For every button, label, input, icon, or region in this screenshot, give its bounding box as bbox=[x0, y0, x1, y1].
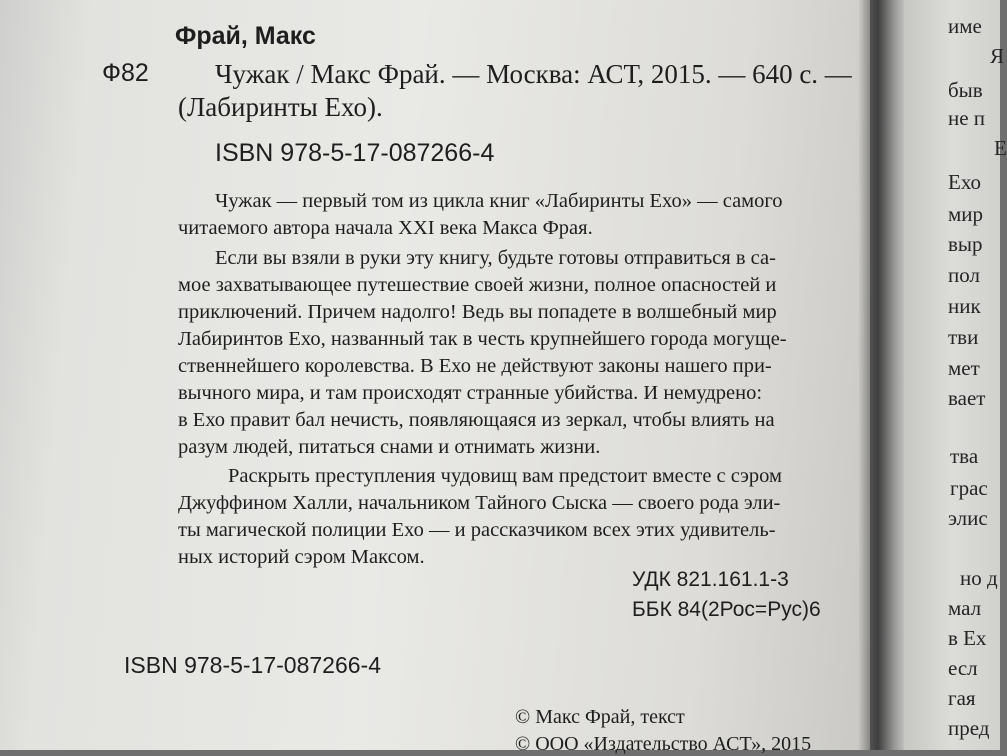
facing-page-fragment: ник bbox=[948, 294, 981, 318]
book-gutter bbox=[878, 0, 906, 750]
annotation-line: приключений. Причем надолго! Ведь вы попадете в волшебный мир bbox=[178, 301, 777, 323]
facing-page-fragment: мет bbox=[948, 356, 980, 380]
isbn-top: ISBN 978-5-17-087266-4 bbox=[215, 139, 495, 167]
facing-page-fragment: пол bbox=[948, 263, 980, 287]
facing-page-fragment: Я bbox=[990, 44, 1005, 68]
annotation-line: Если вы взяли в руки эту книгу, будьте готовы отправиться в са- bbox=[215, 247, 776, 269]
udk-code: УДК 821.161.1-3 bbox=[632, 568, 789, 591]
annotation-line: мое захватывающее путешествие своей жизни, полное опасностей и bbox=[178, 274, 777, 296]
facing-page-fragment: Ехо bbox=[948, 170, 982, 194]
facing-page-fragment: грас bbox=[950, 476, 988, 500]
bbk-code: ББК 84(2Рос=Рус)6 bbox=[632, 598, 821, 621]
classification-code: Ф82 bbox=[102, 59, 149, 87]
facing-page-fragment: мир bbox=[948, 202, 984, 226]
facing-page-fragment: выр bbox=[948, 232, 983, 256]
annotation-line: читаемого автора начала XXI века Макса Фрая. bbox=[178, 217, 593, 239]
annotation-line: ты магической полиции Ехо — и рассказчиком всех этих удивитель- bbox=[178, 519, 776, 541]
facing-page-fragment: но д bbox=[960, 566, 998, 590]
annotation-line: Раскрыть преступления чудовищ вам предстоит вместе с сэром bbox=[228, 465, 783, 487]
annotation-line: разум людей, питаться снами и отнимать жизни. bbox=[178, 436, 601, 458]
annotation-line: Джуффином Халли, начальником Тайного Сыска — своего рода эли- bbox=[178, 492, 781, 514]
facing-page-fragment: гая bbox=[948, 686, 976, 710]
facing-page-fragment: тви bbox=[948, 325, 979, 349]
facing-page-fragment: Е bbox=[994, 136, 1007, 160]
facing-page-fragment: элис bbox=[948, 506, 988, 530]
bibliographic-record-line-2: (Лабиринты Ехо). bbox=[178, 92, 383, 122]
annotation-line: вычного мира, и там происходят странные убийства. И немудрено: bbox=[178, 382, 763, 404]
facing-page-fragment: не п bbox=[948, 106, 986, 130]
page-edge-shadow bbox=[858, 0, 880, 750]
facing-page-fragment: мал bbox=[948, 596, 982, 620]
annotation-line: ственнейшего королевства. В Ехо не действуют законы нашего при- bbox=[178, 355, 772, 377]
annotation-line: ных историй сэром Максом. bbox=[178, 546, 425, 568]
author-heading: Фрай, Макс bbox=[175, 22, 316, 50]
facing-page-fragment: пред bbox=[948, 716, 990, 740]
annotation-line: Чужак — первый том из цикла книг «Лабиринты Ехо» — самого bbox=[215, 190, 783, 212]
book-page-right bbox=[904, 0, 1007, 750]
copyright-author: © Макс Фрай, текст bbox=[515, 706, 685, 728]
annotation-line: Лабиринтов Ехо, названный так в честь крупнейшего города могуще- bbox=[178, 328, 787, 350]
facing-page-fragment: вает bbox=[948, 386, 986, 410]
facing-page-fragment: име bbox=[948, 14, 982, 38]
facing-page-fragment: есл bbox=[948, 656, 978, 680]
annotation-line: в Ехо правит бал нечисть, появляющаяся из зеркал, чтобы влиять на bbox=[178, 409, 775, 431]
facing-page-fragment: тва bbox=[950, 444, 979, 468]
isbn-bottom: ISBN 978-5-17-087266-4 bbox=[124, 652, 381, 678]
facing-page-fragment: в Ех bbox=[948, 626, 987, 650]
bibliographic-record-line-1: Чужак / Макс Фрай. — Москва: АСТ, 2015. — 640 с. — bbox=[215, 59, 852, 89]
copyright-publisher: © ООО «Издательство АСТ», 2015 bbox=[515, 733, 812, 755]
facing-page-fragment: быв bbox=[948, 78, 983, 102]
